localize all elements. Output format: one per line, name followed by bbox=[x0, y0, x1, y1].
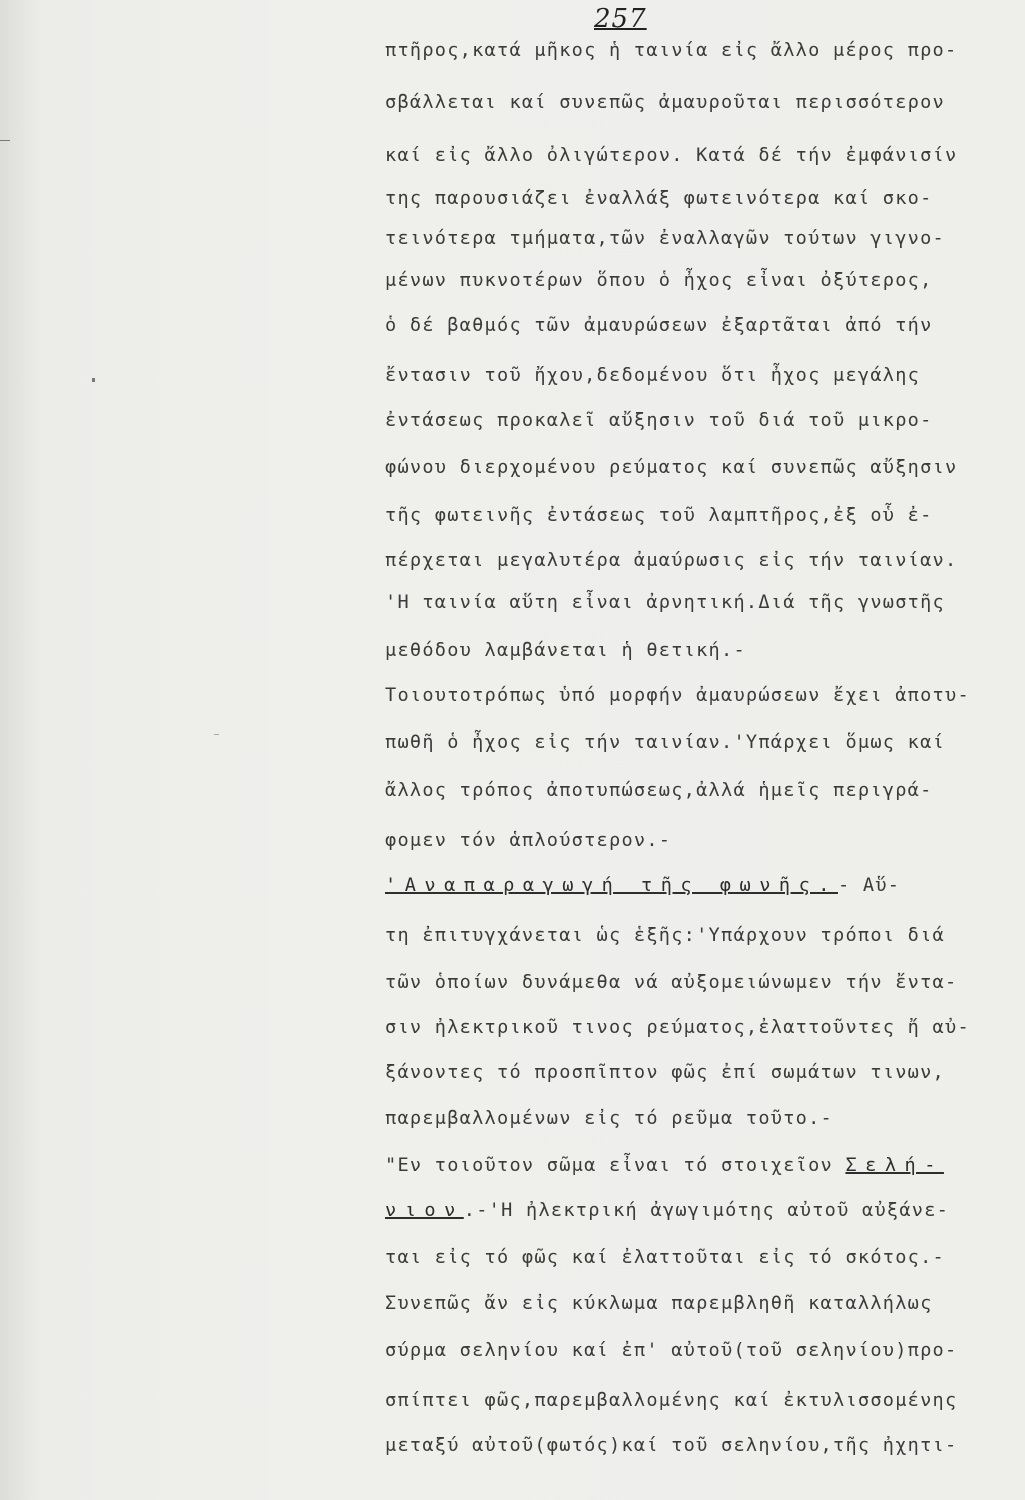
text-line: μεταξύ αὐτοῦ(φωτός)καί τοῦ σεληνίου,τῆς ἠχητι- bbox=[385, 1435, 958, 1456]
text-line: καί εἰς ἄλλο ὀλιγώτερον. Κατά δέ τήν ἐμφάνισίν bbox=[385, 145, 958, 166]
text-line: της παρουσιάζει ἐναλλάξ φωτεινότερα καί σκο- bbox=[385, 188, 933, 209]
selenium-line bbox=[385, 1155, 944, 1176]
selenium-term-part1: Σελή- bbox=[845, 1155, 944, 1176]
section-heading: 'Αναπαραγωγή τῆς φωνῆς. bbox=[385, 875, 838, 896]
text-line: τη ἐπιτυγχάνεται ὡς ἑξῆς:'Υπάρχουν τρόποι διά bbox=[385, 925, 945, 946]
text-line: Τοιουτοτρόπως ὑπό μορφήν ἀμαυρώσεων ἔχει ἀποτυ- bbox=[385, 685, 970, 706]
page-number: 257 bbox=[594, 4, 647, 34]
margin-speck bbox=[92, 378, 95, 382]
selenium-line-prefix: "Εν τοιοῦτον σῶμα εἶναι τό στοιχεῖον bbox=[385, 1155, 846, 1176]
text-line: φώνου διερχομένου ρεύματος καί συνεπῶς αὔξησιν bbox=[385, 457, 958, 478]
text-line: τεινότερα τμήματα,τῶν ἐναλλαγῶν τούτων γιγνο- bbox=[385, 228, 945, 249]
section-heading-line bbox=[385, 875, 900, 896]
text-line: μένων πυκνοτέρων ὅπου ὁ ἦχος εἶναι ὀξύτερος, bbox=[385, 270, 933, 291]
text-line: ξάνοντες τό προσπῖπτον φῶς ἐπί σωμάτων τινων, bbox=[385, 1062, 945, 1083]
text-line: ται εἰς τό φῶς καί ἐλαττοῦται εἰς τό σκότος.- bbox=[385, 1247, 945, 1268]
text-line: πωθῆ ὁ ἦχος εἰς τήν ταινίαν.'Υπάρχει ὅμως καί bbox=[385, 732, 945, 753]
text-line: τῶν ὁποίων δυνάμεθα νά αὐξομειώνωμεν τήν ἔντα- bbox=[385, 972, 958, 993]
text-line: τῆς φωτεινῆς ἐντάσεως τοῦ λαμπτῆρος,ἐξ οὗ ἐ- bbox=[385, 505, 933, 526]
text-line: ἔντασιν τοῦ ἤχου,δεδομένου ὅτι ἦχος μεγάλης bbox=[385, 365, 921, 386]
text-line: πέρχεται μεγαλυτέρα ἀμαύρωσις εἰς τήν ταινίαν. bbox=[385, 550, 958, 571]
text-line: 'Η ταινία αὕτη εἶναι ἀρνητική.Διά τῆς γνωστῆς bbox=[385, 592, 945, 613]
text-line: φομεν τόν ἁπλούστερον.- bbox=[385, 830, 672, 851]
text-line: σύρμα σεληνίου καί ἐπ' αὐτοῦ(τοῦ σεληνίου)προ- bbox=[385, 1340, 958, 1361]
selenium-line-suffix: .-'Η ἠλεκτρική ἀγωγιμότης αὐτοῦ αὐξάνε- bbox=[463, 1200, 950, 1221]
text-line: σβάλλεται καί συνεπῶς ἀμαυροῦται περισσότερον bbox=[385, 92, 945, 113]
text-line: σιν ἠλεκτρικοῦ τινος ρεύματος,ἐλαττοῦντες ἤ αὐ- bbox=[385, 1017, 970, 1038]
text-line: ἄλλος τρόπος ἀποτυπώσεως,ἀλλά ἡμεῖς περιγρά- bbox=[385, 780, 933, 801]
text-line: σπίπτει φῶς,παρεμβαλλομένης καί ἐκτυλισσομένης bbox=[385, 1390, 958, 1411]
text-line: μεθόδου λαμβάνεται ἡ θετική.- bbox=[385, 640, 746, 661]
text-line: Συνεπῶς ἄν εἰς κύκλωμα παρεμβληθῆ καταλλήλως bbox=[385, 1293, 933, 1314]
heading-tail: - Αὕ- bbox=[837, 875, 901, 896]
selenium-line-2 bbox=[385, 1200, 949, 1221]
text-line: ὁ δέ βαθμός τῶν ἀμαυρώσεων ἐξαρτᾶται ἀπό τήν bbox=[385, 315, 933, 336]
margin-speck-2 bbox=[214, 734, 219, 735]
left-edge-mark bbox=[0, 140, 10, 141]
selenium-term-part2: νιον bbox=[385, 1200, 464, 1221]
text-line: πτῆρος,κατά μῆκος ἡ ταινία εἰς ἄλλο μέρος προ- bbox=[385, 40, 958, 61]
text-line: παρεμβαλλομένων εἰς τό ρεῦμα τοῦτο.- bbox=[385, 1108, 833, 1129]
text-line: ἐντάσεως προκαλεῖ αὔξησιν τοῦ διά τοῦ μικρο- bbox=[385, 410, 933, 431]
